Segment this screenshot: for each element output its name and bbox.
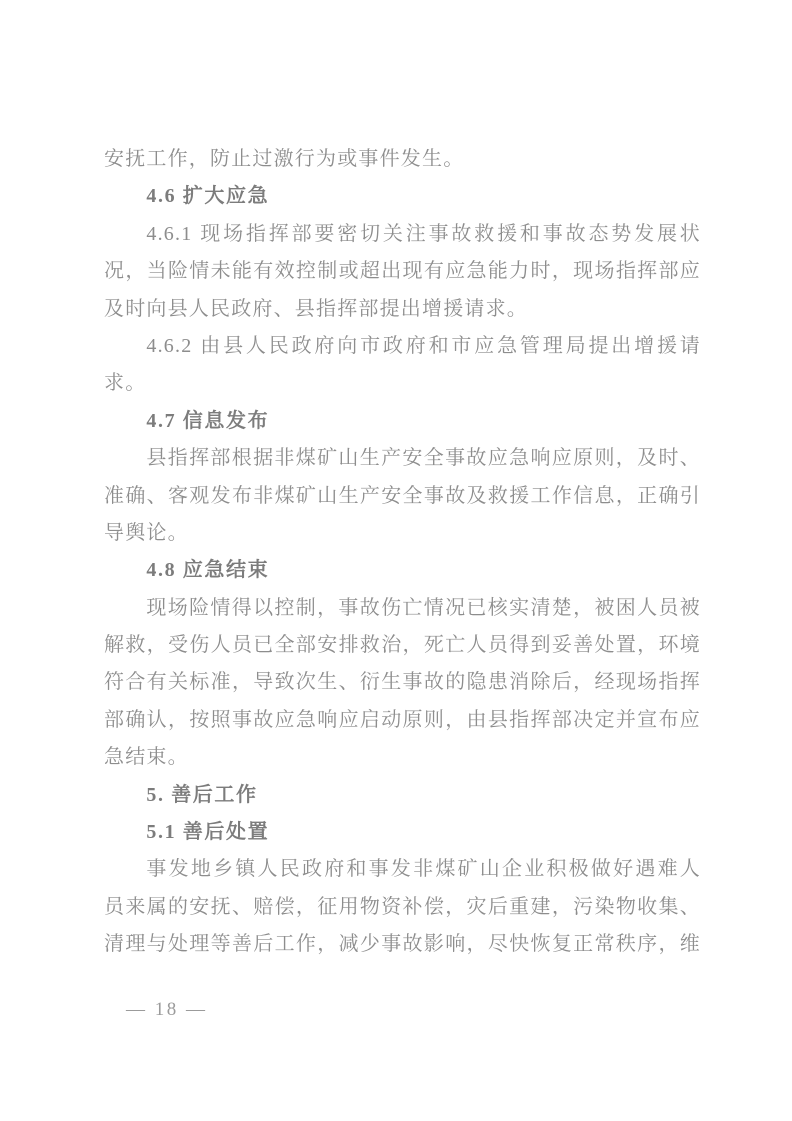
paragraph-line: 现场险情得以控制，事故伤亡情况已核实清楚，被困人员被 (146, 596, 701, 619)
paragraph-end-line: 急结束。 (104, 746, 189, 769)
paragraph-line: 事发地乡镇人民政府和事发非煤矿山企业积极做好遇难人 (146, 858, 701, 881)
heading-4-8: 4.8 应急结束 (146, 559, 270, 582)
paragraph-line: 况，当险情未能有效控制或超出现有应急能力时，现场指挥部应 (104, 260, 701, 283)
paragraph-line: 符合有关标准，导致次生、衍生事故的隐患消除后，经现场指挥 (104, 671, 701, 694)
paragraph-line: 4.6.2 由县人民政府向市政府和市应急管理局提出增援请 (146, 334, 701, 357)
page-number: — 18 — (126, 999, 208, 1020)
paragraph-line: 部确认，按照事故应急响应启动原则，由县指挥部决定并宣布应 (104, 708, 701, 731)
heading-5-1: 5.1 善后处置 (146, 821, 270, 844)
paragraph-line: 清理与处理等善后工作，减少事故影响，尽快恢复正常秩序，维 (104, 933, 701, 956)
paragraph-line: 解救，受伤人员已全部安排救治，死亡人员得到妥善处置，环境 (104, 634, 701, 657)
paragraph-end-line: 安抚工作，防止过激行为或事件发生。 (104, 148, 465, 170)
paragraph-line: 4.6.1 现场指挥部要密切关注事故救援和事故态势发展状 (146, 222, 701, 245)
document-body (104, 141, 701, 964)
paragraph-end-line: 求。 (104, 372, 147, 395)
heading-4-7: 4.7 信息发布 (146, 409, 270, 432)
paragraph-end-line: 及时向县人民政府、县指挥部提出增援请求。 (104, 297, 528, 320)
heading-5: 5. 善后工作 (146, 783, 258, 806)
paragraph-line: 员来属的安抚、赔偿，征用物资补偿，灾后重建，污染物收集、 (104, 895, 701, 918)
paragraph-end-line: 导舆论。 (104, 521, 189, 544)
paragraph-line: 准确、客观发布非煤矿山生产安全事故及救援工作信息，正确引 (104, 484, 701, 507)
heading-4-6: 4.6 扩大应急 (146, 185, 270, 208)
paragraph-line: 县指挥部根据非煤矿山生产安全事故应急响应原则，及时、 (146, 447, 701, 470)
